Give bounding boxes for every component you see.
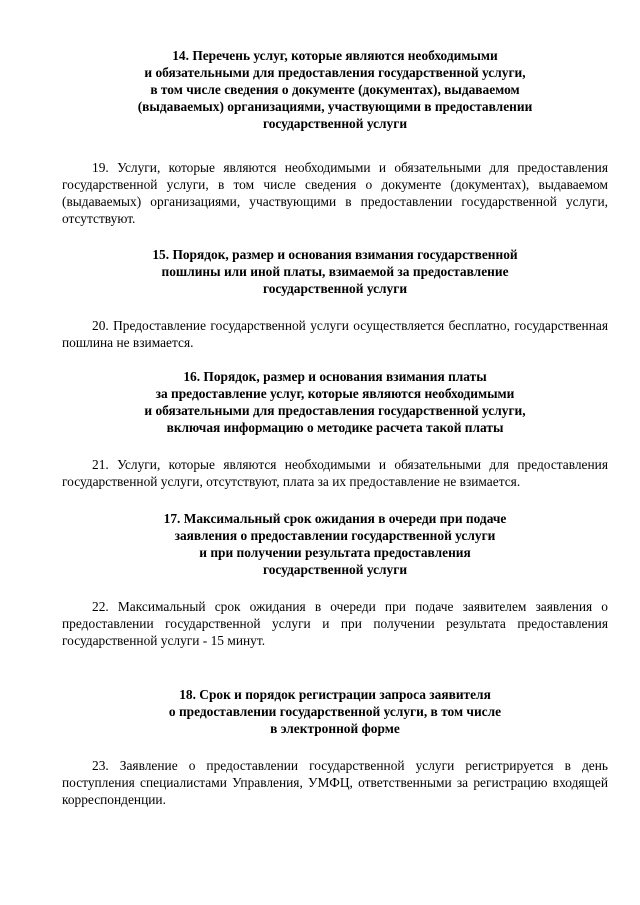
heading-line: государственной услуги (262, 116, 408, 131)
paragraph-23: 23. Заявление о предоставлении государственной услуги регистрируется в день поступления специалистами Управления, УМФЦ, ответственными за регистрацию входящей корреспонденции. (62, 758, 608, 807)
heading-line: 18. Срок и порядок регистрации запроса заявителя (179, 687, 491, 702)
section-heading-18 (62, 686, 608, 737)
heading-line: в электронной форме (270, 721, 400, 736)
paragraph-22: 22. Максимальный срок ожидания в очереди при подаче заявителем заявления о предоставлении государственной услуги и при получении результата предоставления государственной услуги - 15 минут. (62, 599, 608, 648)
heading-line: и при получении результата предоставления (199, 545, 471, 560)
heading-line: и обязательными для предоставления государственной услуги, (144, 65, 526, 80)
section-heading-14 (62, 47, 608, 132)
section-heading-15 (62, 246, 608, 297)
section-heading-16 (62, 368, 608, 436)
paragraph-21: 21. Услуги, которые являются необходимыми и обязательными для предоставления государственной услуги, отсутствуют, плата за их предоставление не взимается. (62, 457, 608, 489)
heading-line: о предоставлении государственной услуги, в том числе (168, 704, 502, 719)
heading-line: в том числе сведения о документе (документах), выдаваемом (150, 82, 520, 97)
heading-line: государственной услуги (262, 281, 408, 296)
paragraph-20: 20. Предоставление государственной услуги осуществляется бесплатно, государственная пошлина не взимается. (62, 318, 608, 350)
heading-line: заявления о предоставлении государственной услуги (174, 528, 496, 543)
heading-line: государственной услуги (262, 562, 408, 577)
heading-line: за предоставление услуг, которые являются необходимыми (155, 386, 515, 401)
heading-line: (выдаваемых) организациями, участвующими в предоставлении (137, 99, 533, 114)
heading-line: 14. Перечень услуг, которые являются необходимыми (172, 48, 498, 63)
heading-line: 16. Порядок, размер и основания взимания платы (183, 369, 487, 384)
heading-line: включая информацию о методике расчета такой платы (166, 420, 504, 435)
section-heading-17 (62, 510, 608, 578)
heading-line: 15. Порядок, размер и основания взимания государственной (152, 247, 518, 262)
heading-line: пошлины или иной платы, взимаемой за предоставление (161, 264, 509, 279)
heading-line: 17. Максимальный срок ожидания в очереди при подаче (163, 511, 507, 526)
paragraph-19: 19. Услуги, которые являются необходимыми и обязательными для предоставления государственной услуги, в том числе сведения о документе (документах), выдаваемом (выдаваемых) организациями, участвующими в предоставлении государственной услуги, отсутствуют. (62, 160, 608, 226)
heading-line: и обязательными для предоставления государственной услуги, (144, 403, 526, 418)
